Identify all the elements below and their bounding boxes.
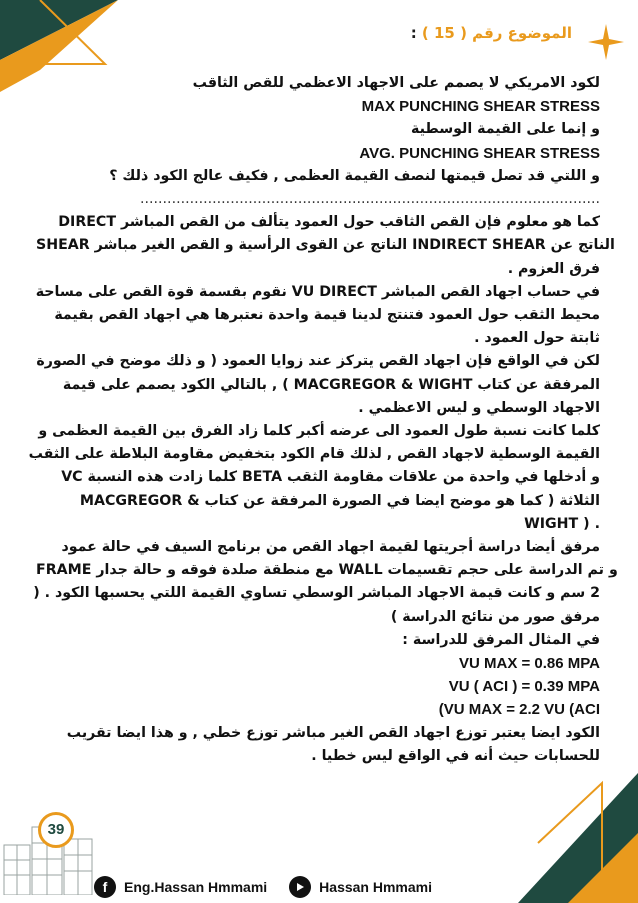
text-line: و إنما على القيمة الوسطية [410,121,600,138]
bottom-right-corner-decoration [498,773,638,903]
facebook-icon: f [94,876,116,898]
text-line: للحسابات حيث أنه في الواقع ليس خطيا . [311,747,600,764]
article-body [28,72,618,768]
text-line: كلما كانت نسبة طول العمود الى عرضه أكبر كلما زاد الفرق بين القيمة العظمى و [38,423,600,440]
text-line: مرفق أيضا دراسة أجريتها لقيمة اجهاد القص من برنامج السيف في حالة عمود [61,539,600,556]
text-line: الكود ايضا يعتبر توزع اجهاد القص الغير مباشر توزع خطي , و هذا ايضا تقريب [66,724,600,741]
text-line: الثلاثة ( كما هو موضح ايضا في الصورة المرفقة عن كتاب & MACGREGOR [79,492,600,509]
text-line: FRAME مع منطقة صلدة فوقه و حالة جدار WALL و تم الدراسة على حجم تقسيمات [36,562,618,579]
dotted-separator: ...................................................................................................... [140,191,600,208]
text-line: ثابتة حول العمود . [474,330,600,347]
youtube-link[interactable] [289,876,432,898]
text-line: المرفقة عن كتاب MACGREGOR & WIGHT ) , بالتالي الكود يصمم على قيمة [62,376,600,393]
topic-colon: : [410,24,417,42]
star-icon [586,22,626,62]
text-line: 2 سم و كانت قيمة الاجهاد المباشر الوسطي تساوي القيمة اللتي يحسبها الكود . ( [33,585,600,602]
text-line: محيط الثقب حول العمود فتنتج لدينا قيمة واحدة نعتبرها هي اجهاد القص بقيمة [54,307,600,324]
text-line: في حساب اجهاد القص المباشر VU DIRECT نقوم بقسمة قوة القص على مساحة [35,283,600,300]
youtube-name: Hassan Hmmami [319,879,432,895]
text-line: MAX PUNCHING SHEAR STRESS [361,98,600,116]
footer [94,876,432,898]
text-line: في المثال المرفق للدراسة : [402,631,600,648]
topic-header [411,24,572,42]
text-line: لكن في الواقع فإن اجهاد القص يتركز عند زوايا العمود ( و ذلك موضح في الصورة [36,353,600,370]
youtube-icon [289,876,311,898]
text-line: لكود الامريكي لا يصمم على الاجهاد الاعظمي للقص الثاقب [192,75,600,91]
page-number: 39 [38,812,74,848]
text-line: VU ( ACI ) = 0.39 MPA [448,678,600,696]
text-line: كما هو معلوم فإن القص الثاقب حول العمود يتألف من القص المباشر DIRECT [58,214,600,231]
facebook-name: Eng.Hassan Hmmami [124,879,268,895]
text-line: فرق العزوم . [507,260,600,277]
facebook-link[interactable] [94,876,267,898]
text-line: VU MAX = 0.86 MPA [458,655,600,673]
text-line: الاجهاد الوسطي و ليس الاعظمي . [358,399,600,416]
text-line: مرفق صور من نتائج الدراسة ) [390,608,600,625]
text-line: القيمة الوسطية لاجهاد القص , لذلك قام الكود بتخفيض مقاومة البلاطة على الثقب [28,446,600,463]
text-line: VC كلما زادت هذه النسبة BETA و أدخلها في واحدة من علاقات مقاومة الثقب [61,469,600,486]
text-line: (VU MAX = 2.2 VU (ACI [438,701,600,719]
topic-label: الموضوع رقم ( 15 ) [421,24,572,42]
text-line: AVG. PUNCHING SHEAR STRESS [359,144,600,162]
text-line: WIGHT ) . [524,515,600,532]
text-line: و اللتي قد تصل قيمتها لنصف القيمة العظمى , فكيف عالج الكود ذلك ؟ [109,167,600,184]
text-line: SHEAR الناتج عن القوى الرأسية و القص الغير مباشر INDIRECT SHEAR الناتج عن [36,237,615,254]
